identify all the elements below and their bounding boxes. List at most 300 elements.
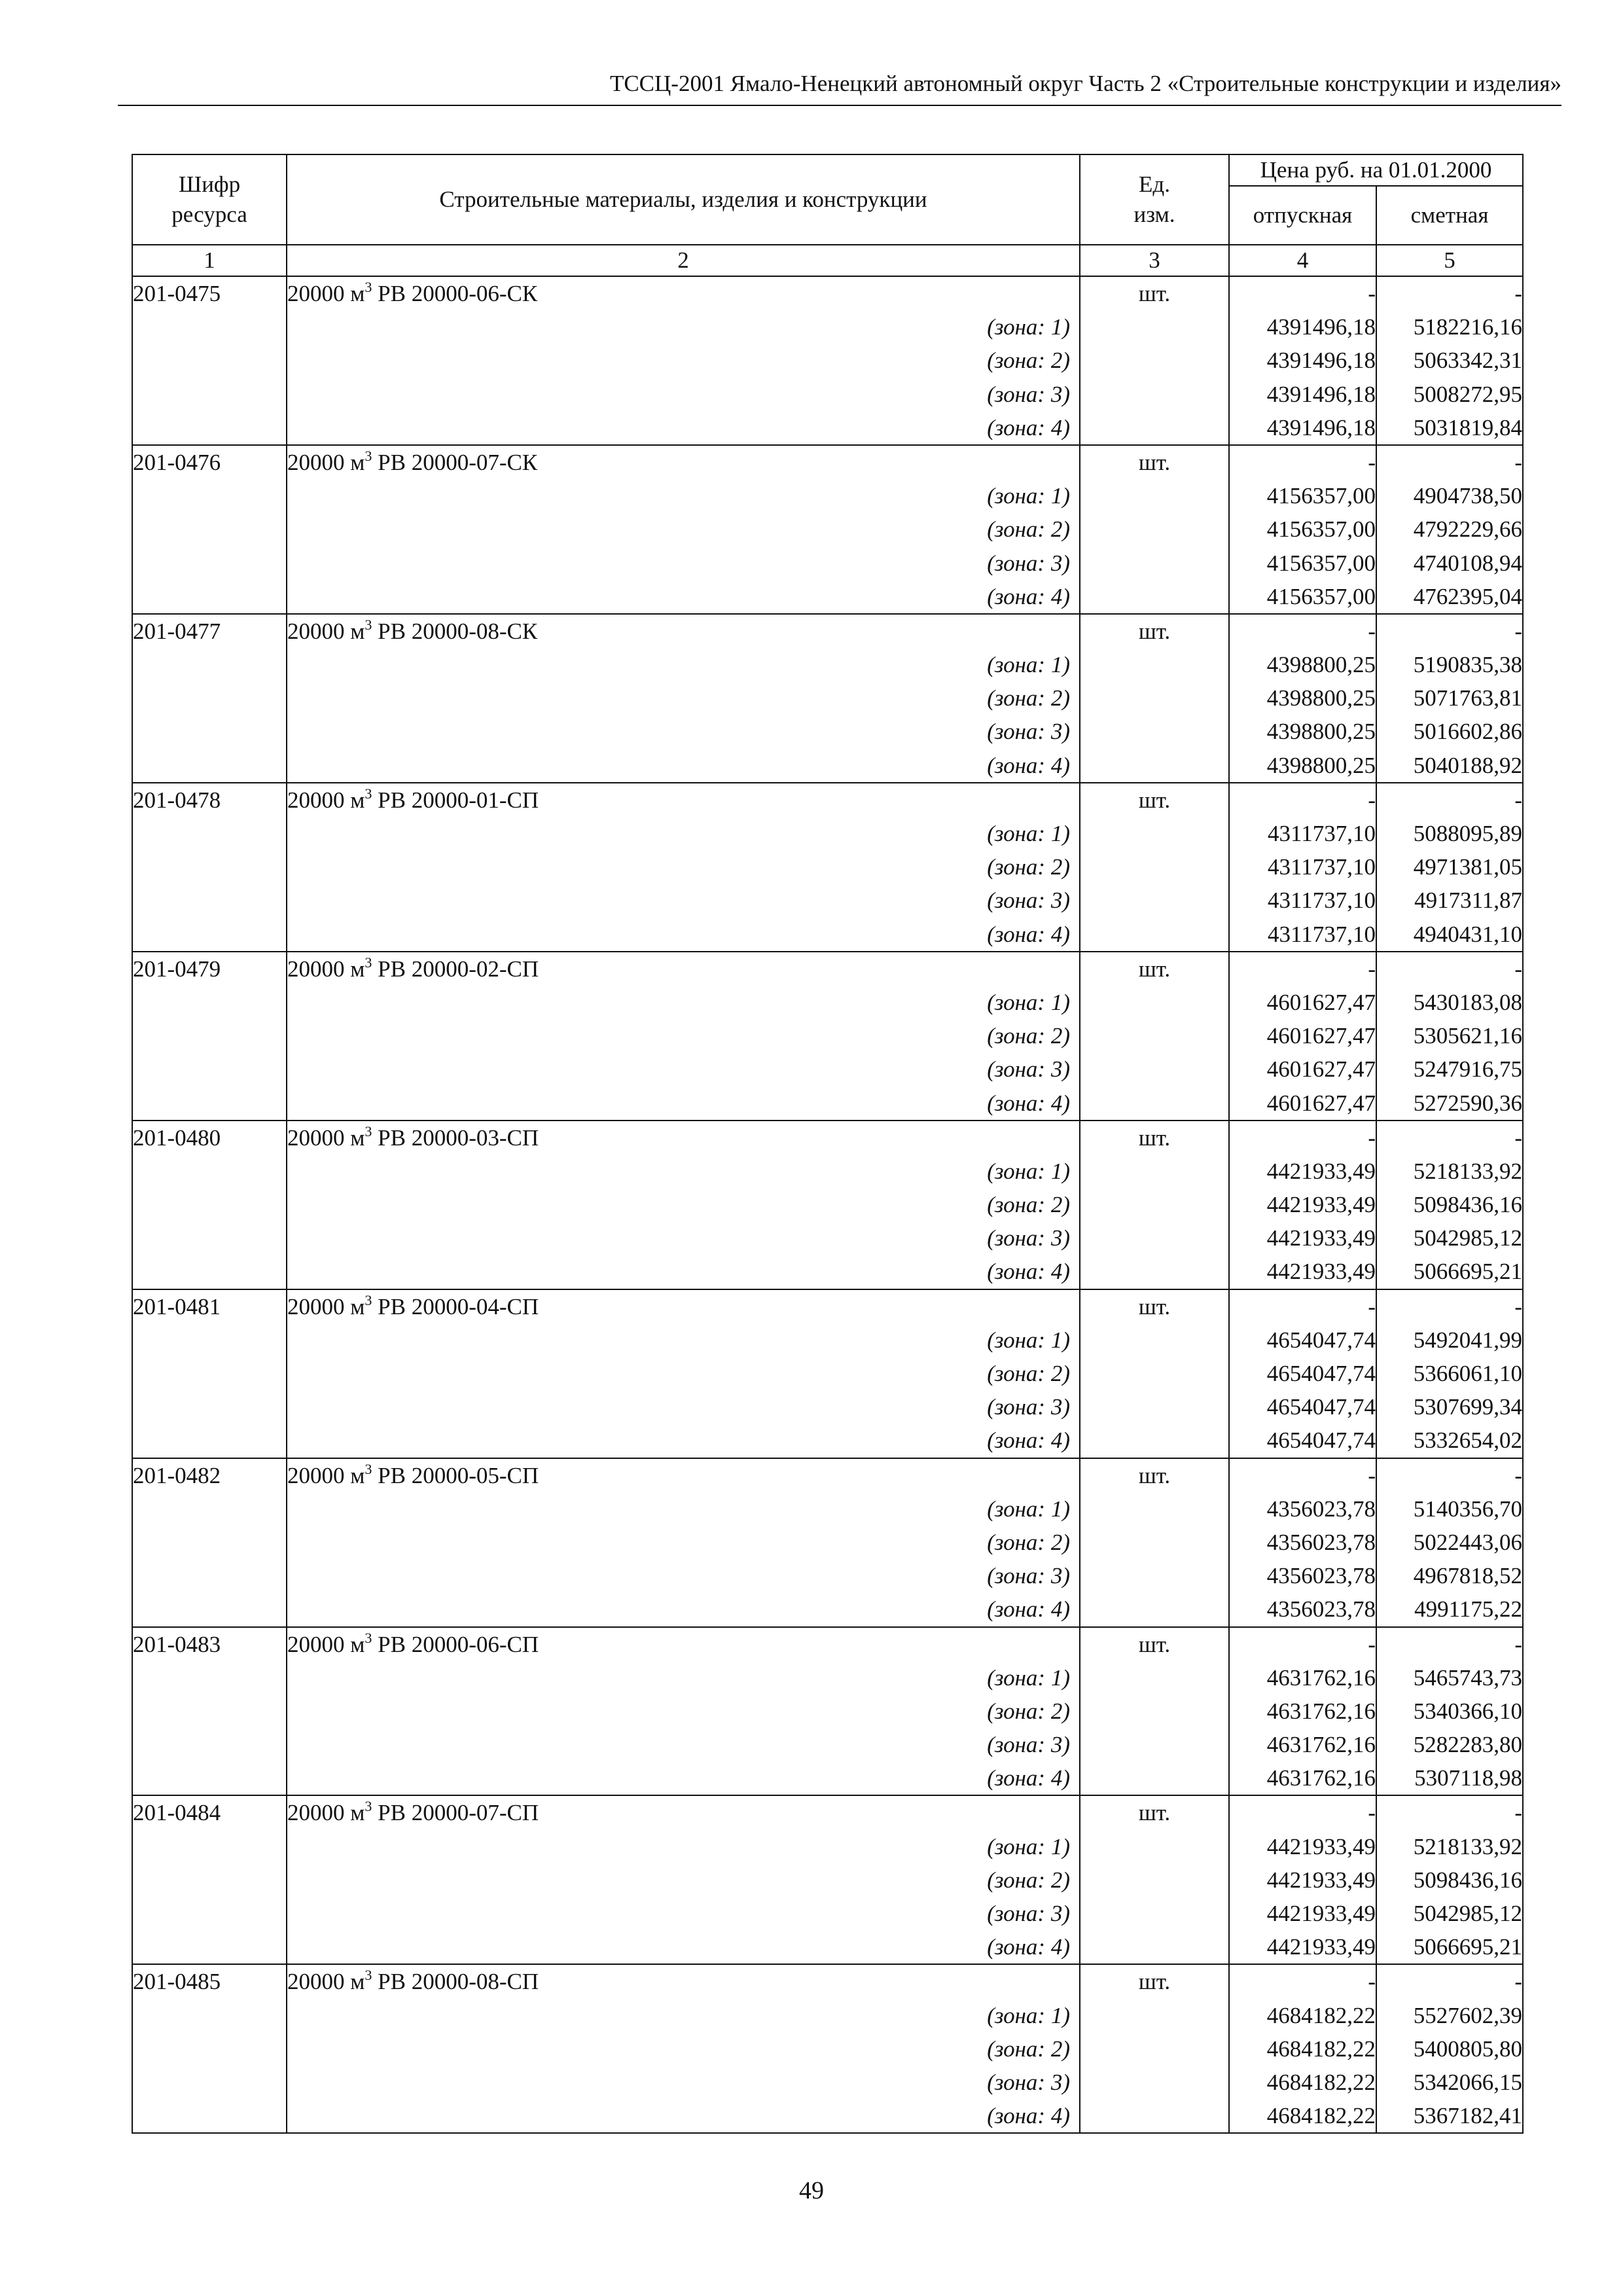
volume-unit-symbol: м [350, 1293, 365, 1319]
material-name-line [287, 1290, 1079, 1323]
column-header-price-date: Цена руб. на 01.01.2000 [1229, 154, 1523, 186]
material-name: РВ 20000-06-СК [378, 281, 538, 306]
estimate-price: 5400805,80 [1413, 2036, 1523, 2062]
estimate-price-dash: - [1514, 449, 1523, 475]
estimate-price: 5307699,34 [1413, 1394, 1523, 1420]
unit-cell [1080, 783, 1229, 952]
zone-label: (зона: 2) [987, 685, 1070, 711]
resource-code: 201-0475 [133, 281, 221, 306]
release-price: 4391496,18 [1266, 381, 1376, 407]
release-price: 4601627,47 [1266, 989, 1376, 1015]
zone-label: (зона: 1) [987, 989, 1070, 1015]
table-row [132, 1458, 1523, 1627]
table-head [132, 154, 1523, 276]
zone-label: (зона: 2) [987, 1023, 1070, 1049]
release-price: 4654047,74 [1266, 1427, 1376, 1454]
resource-code: 201-0482 [133, 1462, 221, 1488]
material-name-line [287, 783, 1079, 817]
material-name-line [287, 952, 1079, 986]
volume-unit-exponent: 3 [365, 954, 372, 971]
zone-label: (зона: 1) [987, 2002, 1070, 2028]
material-volume: 20000 [287, 1969, 345, 1995]
zone-label: (зона: 2) [987, 1698, 1070, 1724]
release-price-cell [1229, 614, 1376, 783]
volume-unit-exponent: 3 [365, 1967, 372, 1984]
zone-label: (зона: 1) [987, 1496, 1070, 1522]
material-name: РВ 20000-04-СП [378, 1293, 539, 1319]
resource-code: 201-0480 [133, 1124, 221, 1151]
estimate-price-cell [1376, 1627, 1523, 1796]
material-name-cell [287, 952, 1080, 1121]
material-name: РВ 20000-07-СП [378, 1800, 539, 1826]
estimate-price: 4991175,22 [1414, 1596, 1523, 1623]
estimate-price: 5430183,08 [1413, 989, 1523, 1015]
release-price: 4156357,00 [1266, 483, 1376, 509]
zone-label: (зона: 1) [987, 1327, 1070, 1353]
table-row-content [132, 614, 1523, 783]
material-name: РВ 20000-07-СК [378, 449, 538, 475]
resource-code: 201-0485 [133, 1969, 221, 1995]
material-volume: 20000 [287, 956, 345, 982]
column-number: 4 [1229, 245, 1376, 276]
estimate-price-dash: - [1514, 618, 1523, 644]
estimate-price-cell [1376, 1289, 1523, 1458]
estimate-price-cell [1376, 614, 1523, 783]
material-name: РВ 20000-08-СК [378, 618, 538, 644]
estimate-price-cell [1376, 1121, 1523, 1289]
unit-cell [1080, 614, 1229, 783]
estimate-price: 5465743,73 [1413, 1664, 1523, 1691]
zone-label: (зона: 2) [987, 1529, 1070, 1555]
estimate-price: 5492041,99 [1413, 1327, 1523, 1353]
estimate-price: 5040188,92 [1413, 752, 1523, 778]
estimate-price-cell [1376, 276, 1523, 445]
volume-unit-symbol: м [350, 1800, 365, 1826]
resource-code-cell [132, 614, 287, 783]
estimate-price-dash: - [1514, 1631, 1523, 1657]
volume-unit-exponent: 3 [365, 1629, 372, 1646]
table-row [132, 1289, 1523, 1458]
unit-cell [1080, 1458, 1229, 1627]
release-price: 4421933,49 [1266, 1225, 1376, 1251]
unit-value: шт. [1138, 1800, 1171, 1826]
zone-label: (зона: 2) [987, 1361, 1070, 1386]
table-row-content [132, 1627, 1523, 1796]
estimate-price: 5247916,75 [1413, 1056, 1523, 1083]
estimate-price: 5031819,84 [1413, 414, 1523, 440]
material-name-line [287, 1796, 1079, 1829]
release-price: 4654047,74 [1266, 1361, 1376, 1386]
material-volume: 20000 [287, 618, 345, 644]
unit-value: шт. [1138, 1969, 1171, 1995]
estimate-price: 5042985,12 [1413, 1901, 1523, 1926]
estimate-price: 5098436,16 [1413, 1192, 1523, 1218]
column-header-resource-code [132, 154, 287, 245]
release-price: 4421933,49 [1266, 1192, 1376, 1218]
material-name-cell [287, 1289, 1080, 1458]
estimate-price: 5527602,39 [1413, 2002, 1523, 2028]
column-header-unit [1080, 154, 1229, 245]
resource-code-cell [132, 1458, 287, 1627]
volume-unit-exponent: 3 [365, 1122, 372, 1139]
zone-label: (зона: 3) [987, 888, 1070, 914]
column-number: 5 [1376, 245, 1523, 276]
table-row [132, 276, 1523, 445]
material-name: РВ 20000-01-СП [378, 787, 539, 813]
release-price-dash: - [1368, 787, 1376, 813]
release-price-dash: - [1368, 449, 1376, 475]
estimate-price: 4967818,52 [1413, 1563, 1523, 1589]
zone-label: (зона: 3) [987, 1394, 1070, 1420]
zone-label: (зона: 4) [987, 1596, 1070, 1623]
release-price-cell [1229, 1458, 1376, 1627]
resource-code-cell [132, 445, 287, 614]
release-price-dash: - [1368, 956, 1376, 982]
material-name-cell [287, 276, 1080, 445]
material-name-cell [287, 1458, 1080, 1627]
zone-label: (зона: 2) [987, 854, 1070, 880]
estimate-price: 5088095,89 [1413, 821, 1523, 846]
volume-unit-exponent: 3 [365, 785, 372, 802]
estimate-price-dash: - [1514, 787, 1523, 813]
header-divider [118, 105, 1561, 106]
resource-code: 201-0477 [133, 618, 221, 644]
volume-unit-exponent: 3 [365, 1798, 372, 1815]
unit-value: шт. [1138, 1462, 1171, 1488]
material-name-line [287, 277, 1079, 310]
resource-code: 201-0481 [133, 1293, 221, 1319]
table-row [132, 445, 1523, 614]
release-price-cell [1229, 1121, 1376, 1289]
volume-unit-exponent: 3 [365, 447, 372, 464]
zone-label: (зона: 3) [987, 719, 1070, 745]
material-name: РВ 20000-03-СП [378, 1124, 539, 1151]
estimate-price: 5071763,81 [1413, 685, 1523, 711]
release-price: 4421933,49 [1266, 1259, 1376, 1285]
material-name: РВ 20000-05-СП [378, 1462, 539, 1488]
table-row [132, 1121, 1523, 1289]
release-price-dash: - [1368, 1631, 1376, 1657]
release-price: 4601627,47 [1266, 1023, 1376, 1049]
zone-label: (зона: 4) [987, 1090, 1070, 1116]
release-price-cell [1229, 276, 1376, 445]
release-price: 4631762,16 [1266, 1698, 1376, 1724]
zone-label: (зона: 4) [987, 1765, 1070, 1791]
resource-code-cell [132, 276, 287, 445]
zone-label: (зона: 3) [987, 1225, 1070, 1251]
unit-value: шт. [1138, 787, 1171, 813]
material-volume: 20000 [287, 1293, 345, 1319]
estimate-price-dash: - [1514, 1462, 1523, 1488]
table-row-content [132, 1289, 1523, 1458]
material-name-cell [287, 614, 1080, 783]
zone-label: (зона: 4) [987, 1427, 1070, 1454]
table-row-content [132, 445, 1523, 614]
estimate-price-cell [1376, 1795, 1523, 1964]
zone-label: (зона: 3) [987, 2069, 1070, 2095]
column-header-unit-label: Ед. изм. [1133, 171, 1175, 227]
release-price: 4421933,49 [1266, 1833, 1376, 1859]
resource-code: 201-0484 [133, 1800, 221, 1826]
resource-code: 201-0476 [133, 449, 221, 475]
release-price-dash: - [1368, 1462, 1376, 1488]
table-row [132, 783, 1523, 952]
resource-code-cell [132, 952, 287, 1121]
material-volume: 20000 [287, 787, 345, 813]
release-price-dash: - [1368, 1800, 1376, 1826]
material-name-line [287, 1628, 1079, 1661]
estimate-price: 4917311,87 [1414, 888, 1523, 914]
zone-label: (зона: 1) [987, 1158, 1070, 1184]
release-price: 4421933,49 [1266, 1158, 1376, 1184]
volume-unit-exponent: 3 [365, 616, 372, 633]
release-price: 4391496,18 [1266, 414, 1376, 440]
table-row-content [132, 1458, 1523, 1627]
column-header-release-price: отпускная [1229, 186, 1376, 245]
table-row-content [132, 952, 1523, 1121]
zone-label: (зона: 2) [987, 1867, 1070, 1893]
table-row-content [132, 783, 1523, 952]
table-row-content [132, 1795, 1523, 1964]
release-price: 4631762,16 [1266, 1664, 1376, 1691]
zone-label: (зона: 2) [987, 516, 1070, 543]
estimate-price: 5016602,86 [1413, 719, 1523, 745]
unit-value: шт. [1138, 1631, 1171, 1657]
volume-unit-symbol: м [350, 618, 365, 644]
unit-cell [1080, 1627, 1229, 1796]
estimate-price-cell [1376, 952, 1523, 1121]
table-row-content [132, 1964, 1523, 2133]
volume-unit-symbol: м [350, 956, 365, 982]
volume-unit-exponent: 3 [365, 1291, 372, 1308]
release-price: 4356023,78 [1266, 1596, 1376, 1623]
price-table [132, 154, 1524, 2134]
release-price-dash: - [1368, 1293, 1376, 1319]
estimate-price: 5042985,12 [1413, 1225, 1523, 1251]
release-price: 4398800,25 [1266, 752, 1376, 778]
estimate-price: 4740108,94 [1413, 550, 1523, 576]
zone-label: (зона: 2) [987, 1192, 1070, 1218]
unit-cell [1080, 952, 1229, 1121]
zone-label: (зона: 1) [987, 314, 1070, 340]
material-name-line [287, 615, 1079, 648]
material-name-line [287, 446, 1079, 479]
unit-cell [1080, 1795, 1229, 1964]
estimate-price: 5008272,95 [1413, 381, 1523, 407]
material-name-cell [287, 783, 1080, 952]
zone-label: (зона: 3) [987, 550, 1070, 576]
material-volume: 20000 [287, 1631, 345, 1657]
resource-code-cell [132, 783, 287, 952]
zone-label: (зона: 4) [987, 921, 1070, 947]
release-price-cell [1229, 783, 1376, 952]
material-volume: 20000 [287, 1124, 345, 1151]
estimate-price: 5066695,21 [1413, 1934, 1523, 1960]
estimate-price: 5190835,38 [1413, 652, 1523, 678]
column-header-resource-code-label: Шифр ресурса [171, 171, 247, 227]
volume-unit-symbol: м [350, 1462, 365, 1488]
release-price: 4684182,22 [1266, 2103, 1376, 2129]
material-volume: 20000 [287, 1462, 345, 1488]
resource-code-cell [132, 1121, 287, 1289]
release-price: 4421933,49 [1266, 1901, 1376, 1926]
column-header-estimate-price: сметная [1376, 186, 1523, 245]
unit-cell [1080, 276, 1229, 445]
zone-label: (зона: 4) [987, 1934, 1070, 1960]
estimate-price: 5182216,16 [1413, 314, 1523, 340]
unit-value: шт. [1138, 281, 1171, 306]
zone-label: (зона: 4) [987, 414, 1070, 440]
material-name-line [287, 1965, 1079, 1998]
release-price: 4391496,18 [1266, 314, 1376, 340]
volume-unit-symbol: м [350, 1124, 365, 1151]
zone-label: (зона: 1) [987, 1664, 1070, 1691]
zone-label: (зона: 2) [987, 348, 1070, 374]
material-name-cell [287, 1964, 1080, 2133]
estimate-price-cell [1376, 1458, 1523, 1627]
resource-code: 201-0479 [133, 956, 221, 982]
unit-cell [1080, 445, 1229, 614]
release-price: 4421933,49 [1266, 1867, 1376, 1893]
material-name-cell [287, 1795, 1080, 1964]
release-price: 4684182,22 [1266, 2069, 1376, 2095]
estimate-price-dash: - [1514, 1124, 1523, 1151]
release-price: 4398800,25 [1266, 719, 1376, 745]
release-price: 4684182,22 [1266, 2002, 1376, 2028]
table-row-content [132, 276, 1523, 445]
estimate-price: 5066695,21 [1413, 1259, 1523, 1285]
zone-label: (зона: 3) [987, 381, 1070, 407]
estimate-price: 5022443,06 [1413, 1529, 1523, 1555]
estimate-price-dash: - [1514, 1293, 1523, 1319]
release-price-cell [1229, 1964, 1376, 2133]
release-price: 4356023,78 [1266, 1496, 1376, 1522]
zone-label: (зона: 4) [987, 1259, 1070, 1285]
resource-code-cell [132, 1964, 287, 2133]
release-price: 4601627,47 [1266, 1056, 1376, 1083]
release-price: 4654047,74 [1266, 1394, 1376, 1420]
estimate-price-cell [1376, 783, 1523, 952]
estimate-price: 4792229,66 [1413, 516, 1523, 543]
page-number: 49 [799, 2177, 824, 2204]
material-name-line [287, 1459, 1079, 1492]
release-price: 4356023,78 [1266, 1563, 1376, 1589]
material-name: РВ 20000-06-СП [378, 1631, 539, 1657]
zone-label: (зона: 3) [987, 1563, 1070, 1589]
release-price-cell [1229, 1795, 1376, 1964]
zone-label: (зона: 3) [987, 1732, 1070, 1758]
material-volume: 20000 [287, 281, 345, 306]
release-price-dash: - [1368, 1124, 1376, 1151]
material-volume: 20000 [287, 449, 345, 475]
release-price-cell [1229, 445, 1376, 614]
estimate-price: 5098436,16 [1413, 1867, 1523, 1893]
volume-unit-symbol: м [350, 449, 365, 475]
volume-unit-symbol: м [350, 787, 365, 813]
estimate-price: 5063342,31 [1413, 348, 1523, 374]
estimate-price-cell [1376, 445, 1523, 614]
volume-unit-symbol: м [350, 281, 365, 306]
estimate-price: 5307118,98 [1414, 1765, 1523, 1791]
release-price: 4421933,49 [1266, 1934, 1376, 1960]
resource-code: 201-0478 [133, 787, 221, 813]
table-row [132, 1795, 1523, 1964]
release-price: 4398800,25 [1266, 685, 1376, 711]
material-name-cell [287, 1627, 1080, 1796]
release-price: 4631762,16 [1266, 1765, 1376, 1791]
release-price-cell [1229, 1627, 1376, 1796]
estimate-price: 5367182,41 [1413, 2103, 1523, 2129]
unit-cell [1080, 1964, 1229, 2133]
volume-unit-symbol: м [350, 1631, 365, 1657]
zone-label: (зона: 1) [987, 483, 1070, 509]
column-number: 1 [132, 245, 287, 276]
unit-cell [1080, 1289, 1229, 1458]
release-price: 4311737,10 [1268, 888, 1376, 914]
unit-value: шт. [1138, 956, 1171, 982]
release-price: 4311737,10 [1268, 921, 1376, 947]
estimate-price: 5218133,92 [1413, 1833, 1523, 1859]
zone-label: (зона: 3) [987, 1056, 1070, 1083]
volume-unit-exponent: 3 [365, 279, 372, 295]
estimate-price: 5340366,10 [1413, 1698, 1523, 1724]
estimate-price-dash: - [1514, 281, 1523, 306]
estimate-price: 5218133,92 [1413, 1158, 1523, 1184]
unit-value: шт. [1138, 449, 1171, 475]
estimate-price-dash: - [1514, 1800, 1523, 1826]
release-price-dash: - [1368, 618, 1376, 644]
zone-label: (зона: 4) [987, 2103, 1070, 2129]
estimate-price-dash: - [1514, 1969, 1523, 1995]
estimate-price: 5140356,70 [1413, 1496, 1523, 1522]
volume-unit-exponent: 3 [365, 1460, 372, 1477]
column-header-materials: Строительные материалы, изделия и конструкции [287, 154, 1080, 245]
estimate-price: 4762395,04 [1413, 583, 1523, 609]
release-price: 4631762,16 [1266, 1732, 1376, 1758]
estimate-price: 5305621,16 [1413, 1023, 1523, 1049]
unit-cell [1080, 1121, 1229, 1289]
zone-label: (зона: 4) [987, 752, 1070, 778]
material-name-cell [287, 1121, 1080, 1289]
material-name: РВ 20000-08-СП [378, 1969, 539, 1995]
release-price: 4311737,10 [1268, 821, 1376, 846]
resource-code-cell [132, 1627, 287, 1796]
unit-value: шт. [1138, 1293, 1171, 1319]
zone-label: (зона: 4) [987, 583, 1070, 609]
estimate-price: 5332654,02 [1413, 1427, 1523, 1454]
column-number: 3 [1080, 245, 1229, 276]
release-price: 4601627,47 [1266, 1090, 1376, 1116]
table-row [132, 952, 1523, 1121]
release-price: 4356023,78 [1266, 1529, 1376, 1555]
release-price: 4156357,00 [1266, 583, 1376, 609]
zone-label: (зона: 1) [987, 652, 1070, 678]
table-row [132, 1627, 1523, 1796]
release-price-cell [1229, 1289, 1376, 1458]
estimate-price: 5272590,36 [1413, 1090, 1523, 1116]
release-price: 4311737,10 [1268, 854, 1376, 880]
zone-label: (зона: 1) [987, 821, 1070, 846]
estimate-price: 5342066,15 [1413, 2069, 1523, 2095]
release-price: 4398800,25 [1266, 652, 1376, 678]
unit-value: шт. [1138, 1124, 1171, 1151]
estimate-price-dash: - [1514, 956, 1523, 982]
release-price-dash: - [1368, 1969, 1376, 1995]
resource-code-cell [132, 1289, 287, 1458]
column-number: 2 [287, 245, 1080, 276]
resource-code-cell [132, 1795, 287, 1964]
zone-label: (зона: 3) [987, 1901, 1070, 1926]
